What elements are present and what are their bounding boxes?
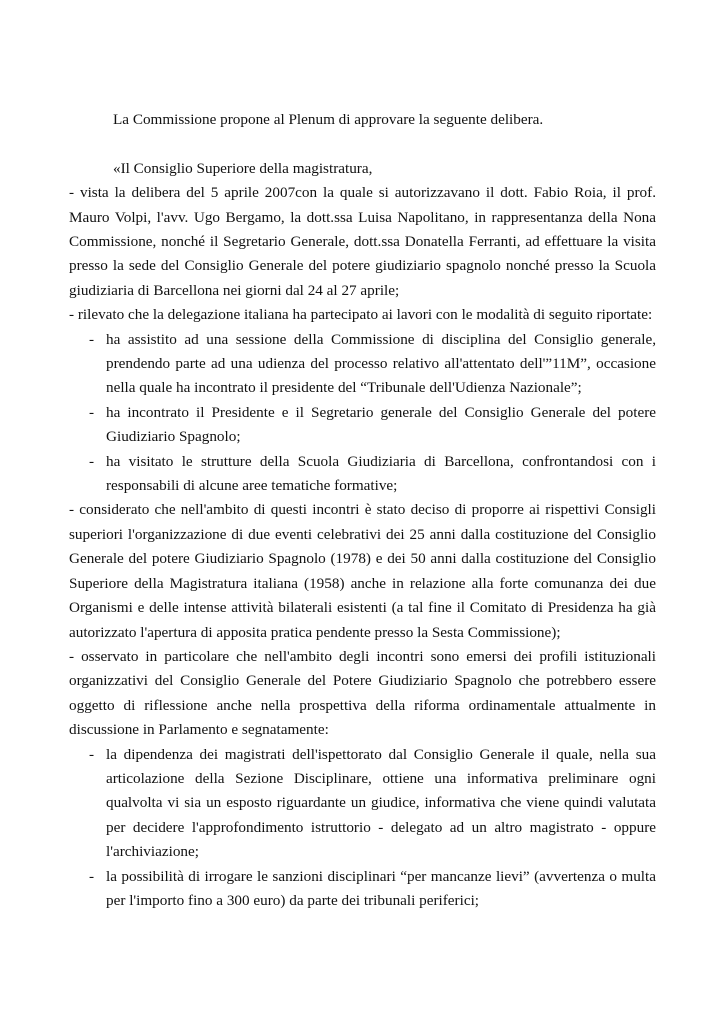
list-item-text: ha assistito ad una sessione della Commissione di disciplina del Consiglio generale, prendendo parte ad una udienza del processo relativo all'attentato dell'”11M”, occasione nella quale ha incontrato il presidente del “Tribunale dell'Udienza Nazionale”; bbox=[106, 330, 656, 397]
list-item bbox=[69, 743, 656, 865]
bullet-dash: - bbox=[89, 330, 95, 348]
activities-list bbox=[69, 328, 656, 499]
paragraph-vista: - vista la delibera del 5 aprile 2007con la quale si autorizzavano il dott. Fabio Roia, il prof. Mauro Volpi, l'avv. Ugo Bergamo, la dott.ssa Luisa Napolitano, in rappresentanza della Nona Commissione, nonché il Segretario Generale, dott.ssa Donatella Ferranti, ad effettuare la visita presso la sede del Consiglio Generale del potere giudiziario spagnolo nonché presso la Scuola giudiziaria di Barcellona nei giorni dal 24 al 27 aprile; bbox=[69, 184, 656, 299]
bullet-dash: - bbox=[89, 403, 95, 421]
list-item bbox=[69, 401, 656, 450]
list-item-text: la dipendenza dei magistrati dell'ispettorato dal Consiglio Generale il quale, nella sua articolazione della Sezione Disciplinare, ottiene una informativa preliminare ogni qualvolta vi sia un esposto riguardante un giudice, informativa che viene quindi valutata per decidere l'approfondimento istruttorio - delegato ad un altro magistrato - oppure l'archiviazione; bbox=[106, 745, 656, 861]
bullet-dash: - bbox=[89, 452, 95, 470]
intro-sentence: La Commissione propone al Plenum di approvare la seguente delibera. bbox=[113, 111, 544, 128]
paragraph-osservato: - osservato in particolare che nell'ambito degli incontri sono emersi dei profili istituzionali organizzativi del Consiglio Generale del Potere Giudiziario Spagnolo che potrebbero essere oggetto di riflessione anche nella prospettiva della riforma ordinamentale attualmente in discussione in Parlamento e segnatamente: bbox=[69, 647, 656, 739]
profiles-list bbox=[69, 743, 656, 914]
list-item-text: la possibilità di irrogare le sanzioni disciplinari “per mancanze lievi” (avvertenza o multa per l'importo fino a 300 euro) da parte dei tribunali periferici; bbox=[106, 867, 656, 909]
spacer bbox=[69, 132, 656, 156]
list-item-text: ha incontrato il Presidente e il Segretario generale del Consiglio Generale del potere Giudiziario Spagnolo; bbox=[106, 403, 656, 446]
paragraph-rilevato: - rilevato che la delegazione italiana ha partecipato ai lavori con le modalità di seguito riportate: bbox=[69, 306, 653, 324]
list-item-text: ha visitato le strutture della Scuola Giudiziaria di Barcellona, confrontandosi con i responsabili di alcune aree tematiche formative; bbox=[106, 452, 656, 495]
list-item bbox=[69, 328, 656, 401]
document-body bbox=[69, 108, 656, 913]
bullet-dash: - bbox=[89, 745, 95, 763]
paragraph-considerato: - considerato che nell'ambito di questi incontri è stato deciso di proporre ai rispettivi Consigli superiori l'organizzazione di due eventi celebrativi dei 25 anni dalla costituzione del Consiglio Generale del potere Giudiziario Spagnolo (1978) e dei 50 anni dalla costituzione del Consiglio Superiore della Magistratura italiana (1958) anche in relazione alla forte comunanza dei due Organismi e delle intense attività bilaterali esistenti (a tal fine il Comitato di Presidenza ha già autorizzato l'apertura di apposita pratica pendente presso la Sesta Commissione); bbox=[69, 501, 656, 641]
list-item bbox=[69, 450, 656, 499]
resolution-opening: «Il Consiglio Superiore della magistratura, bbox=[113, 159, 373, 177]
bullet-dash: - bbox=[89, 867, 95, 885]
list-item bbox=[69, 865, 656, 914]
